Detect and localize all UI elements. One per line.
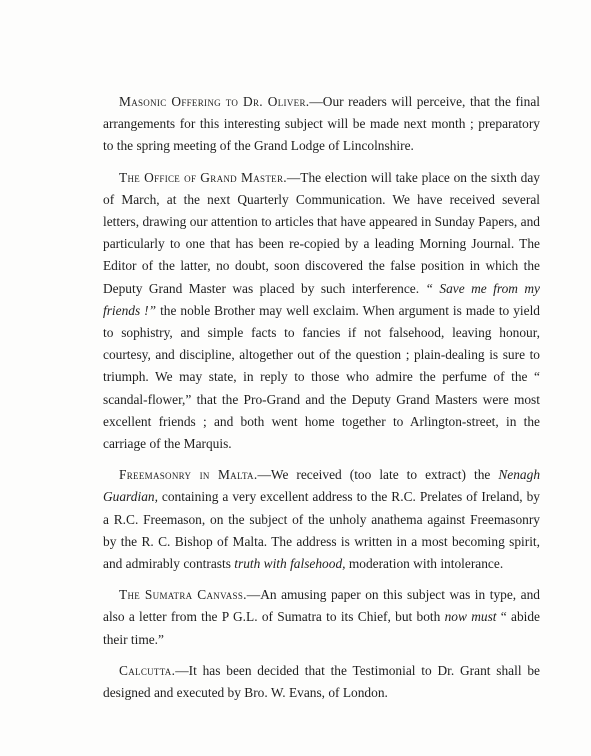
body-sumatra-part-1: —An amusing paper on this subject was in type, and also a letter from the P G.L. of Sumatra to its Chief, but both <box>103 587 540 625</box>
body-grand-master-part-2: the noble Brother may well exclaim. When argument is made to yield to sophistry, and simple facts to fancies if not falsehood, leaving honour, courtesy, and discipline, altogether out of the question ; plain-dealing is sure to triumph. We may state, in reply to those who admire the perfume of the “ scandal-flower,” that the Pro-Grand and the Deputy Grand Masters were most excellent friends ; and both went home together to Arlington-street, in the carriage of the Marquis. <box>103 302 540 452</box>
heading-grand-master: The Office of Grand Master. <box>119 169 287 185</box>
heading-sumatra: The Sumatra Canvass. <box>119 587 247 603</box>
text-column <box>103 91 540 713</box>
heading-malta: Freemasonry in Malta. <box>119 467 258 483</box>
newspaper-title: Nenagh Guardian, <box>103 467 541 505</box>
paragraph-oliver-offering <box>103 91 540 158</box>
body-oliver-offering: —Our readers will perceive, that the final arrangements for this interesting subject will be made next month ; preparatory to the spring meeting of the Grand Lodge of Lincolnshire. <box>103 94 540 154</box>
body-malta-part-2: containing a very excellent address to the R.C. Prelates of Ireland, by a R.C. Freemason, on the subject of the unholy anathema against Freemasonry by the R. C. Bishop of Malta. The address is written in a most becoming spirit, and admirably contrasts <box>103 489 540 572</box>
body-malta-part-3: moderation with intolerance. <box>345 556 504 572</box>
body-calcutta: —It has been decided that the Testimonial to Dr. Grant shall be designed and executed by Bro. W. Evans, of London. <box>103 662 540 701</box>
body-sumatra-part-2: “ abide their time.” <box>103 609 541 647</box>
heading-calcutta: Calcutta. <box>119 662 176 678</box>
paragraph-malta <box>103 464 540 575</box>
body-malta-part-1: —We received (too late to extract) the <box>257 467 499 483</box>
emphasis-now-must: now must <box>444 609 497 625</box>
body-grand-master-part-1: —The election will take place on the sixth day of March, at the next Quarterly Communication. We have received several letters, drawing our attention to articles that have appeared in Sunday Papers, and particularly to one that has been re-copied by a leading Morning Journal. The Editor of the latter, no doubt, soon discovered the false position in which the Deputy Grand Master was placed by such interference. <box>103 169 540 296</box>
emphasis-truth-falsehood: truth with falsehood, <box>234 556 346 572</box>
paragraph-sumatra <box>103 584 540 651</box>
paragraph-calcutta <box>103 660 540 704</box>
paragraph-grand-master <box>103 167 540 456</box>
heading-oliver-offering: Masonic Offering to Dr. Oliver. <box>119 94 310 109</box>
quote-save-me: “ Save me from my friends !” <box>103 280 540 318</box>
